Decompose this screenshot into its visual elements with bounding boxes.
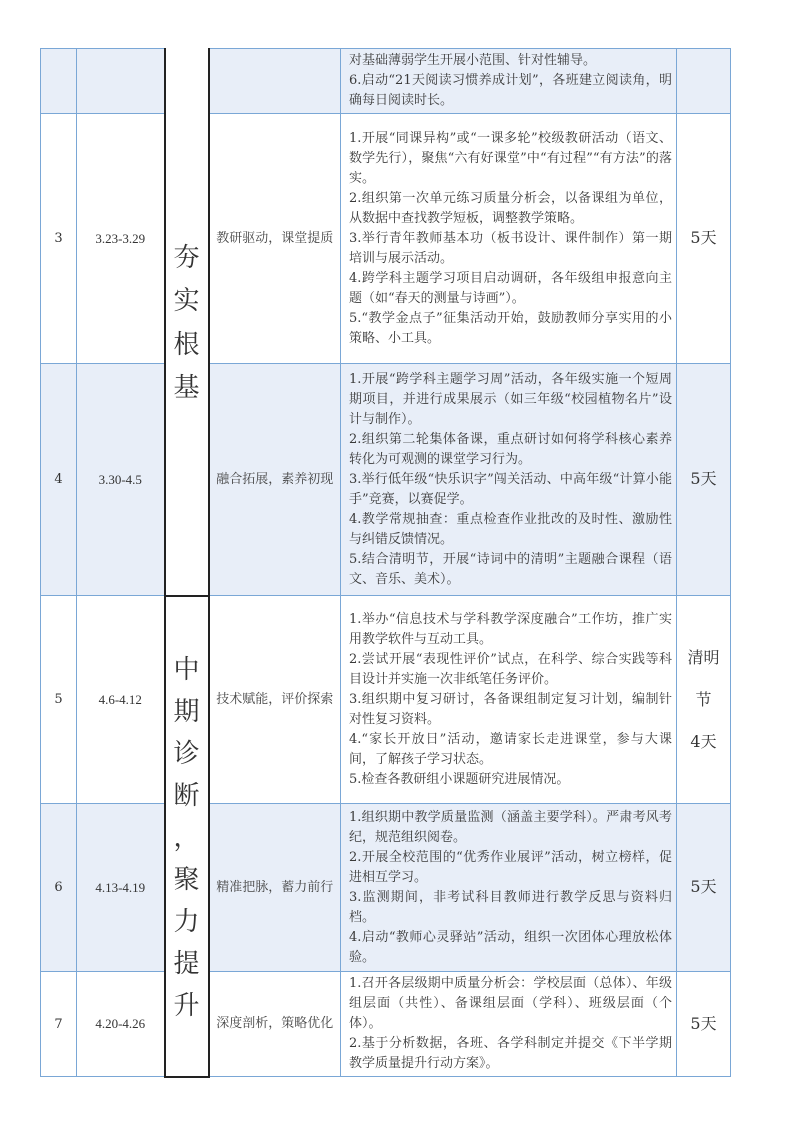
theme-cell: 技术赋能，评价探索: [209, 596, 341, 804]
phase-char: 实: [173, 286, 200, 317]
date-cell: 4.20-4.26: [77, 972, 165, 1077]
content-item: 2.基于分析数据，各班、各学科制定并提交《下半学期教学质量提升行动方案》。: [349, 1036, 672, 1071]
content-item: 2.组织第二轮集体备课，重点研讨如何将学科核心素养转化为可观测的课堂学习行为。: [349, 431, 672, 467]
content-item: 2.组织第一次单元练习质量分析会，以备课组为单位，从数据中查找教学短板，调整教学策略。: [349, 190, 672, 226]
phase-char: 提: [173, 949, 200, 980]
phase-char: ，: [173, 822, 200, 853]
phase-char: 升: [173, 991, 200, 1022]
phase-char: 诊: [173, 738, 200, 769]
content-item: 3.监测期间，非考试科目教师进行教学反思与资料归档。: [349, 889, 672, 925]
days-cell: [677, 49, 731, 114]
table-row: [41, 972, 731, 1077]
week-cell: [41, 49, 77, 114]
content-item: 3.举行低年级“快乐识字”闯关活动、中高年级“计算小能手”竞赛，以赛促学。: [349, 471, 672, 507]
content-item: 4.教学常规抽查：重点检查作业批改的及时性、激励性与纠错反馈情况。: [349, 511, 672, 547]
content-item: 6.启动“21天阅读习惯养成计划”，各班建立阅读角，明确每日阅读时长。: [349, 73, 672, 108]
days-value: 4天: [690, 731, 717, 751]
phase-char: 夯: [173, 243, 200, 274]
phase-char: 聚: [173, 865, 200, 896]
phase-char: 中: [173, 654, 200, 685]
content-item: 4.“家长开放日”活动，邀请家长走进课堂，参与大课间，了解孩子学习状态。: [349, 731, 672, 767]
content-cell: [341, 49, 677, 114]
date-cell: 4.13-4.19: [77, 804, 165, 972]
content-item: 4.启动“教师心灵驿站”活动，组织一次团体心理放松体验。: [349, 929, 672, 965]
date-cell: [77, 49, 165, 114]
week-cell: 3: [41, 114, 77, 364]
days-value: 5天: [690, 469, 717, 489]
table-row: [41, 804, 731, 972]
phase-char: 基: [173, 372, 200, 403]
days-value: 5天: [690, 1013, 717, 1033]
days-value: 5天: [690, 877, 717, 897]
table-row: [41, 49, 731, 114]
content-item: 5.“教学金点子”征集活动开始，鼓励教师分享实用的小策略、小工具。: [349, 310, 672, 346]
content-cell: [341, 972, 677, 1077]
content-item: 1.开展“跨学科主题学习周”活动，各年级实施一个短周期项目，并进行成果展示（如三年级“校园植物名片”设计与制作）。: [349, 371, 672, 427]
days-cell: [677, 972, 731, 1077]
phase-char: 断: [173, 780, 200, 811]
days-cell: [677, 596, 731, 804]
content-cell: [341, 596, 677, 804]
content-item: 1.召开各层级期中质量分析会：学校层面（总体）、年级组层面（共性）、备课组层面（学科）、班级层面（个体）。: [349, 976, 672, 1031]
theme-cell: 精准把脉，蓄力前行: [209, 804, 341, 972]
content-cell: [341, 804, 677, 972]
days-cell: [677, 114, 731, 364]
theme-cell: 融合拓展，素养初现: [209, 364, 341, 596]
theme-cell: 深度剖析，策略优化: [209, 972, 341, 1077]
table-row: [41, 364, 731, 596]
theme-cell: [209, 49, 341, 114]
phase-char: 力: [173, 907, 200, 938]
theme-cell: 教研驱动，课堂提质: [209, 114, 341, 364]
content-item: 2.尝试开展“表现性评价”试点，在科学、综合实践等科目设计并实施一次非纸笔任务评价。: [349, 651, 672, 687]
content-item: 5.检查各教研组小课题研究进展情况。: [349, 771, 570, 787]
week-cell: 4: [41, 364, 77, 596]
days-value: 清明: [687, 647, 720, 667]
content-cell: [341, 364, 677, 596]
days-value: 5天: [690, 228, 717, 248]
content-item: 1.组织期中教学质量监测（涵盖主要学科）。严肃考风考纪，规范组织阅卷。: [349, 809, 672, 845]
phase-char: 根: [173, 329, 200, 360]
content-item: 2.开展全校范围的“优秀作业展评”活动，树立榜样，促进相互学习。: [349, 849, 672, 885]
week-cell: 6: [41, 804, 77, 972]
content-item: 对基础薄弱学生开展小范围、针对性辅导。: [349, 53, 597, 68]
date-cell: 4.6-4.12: [77, 596, 165, 804]
phase-cell-foundation: [165, 49, 209, 596]
content-item: 3.举行青年教师基本功（板书设计、课件制作）第一期培训与展示活动。: [349, 230, 672, 266]
date-cell: 3.23-3.29: [77, 114, 165, 364]
date-cell: 3.30-4.5: [77, 364, 165, 596]
days-cell: [677, 804, 731, 972]
days-cell: [677, 364, 731, 596]
schedule-table: [40, 48, 731, 1078]
content-item: 3.组织期中复习研讨，各备课组制定复习计划，编制针对性复习资料。: [349, 691, 672, 727]
days-value: 节: [695, 689, 712, 709]
content-item: 1.开展“同课异构”或“一课多轮”校级教研活动（语文、数学先行），聚焦“六有好课堂”中“有过程”“有方法”的落实。: [349, 130, 672, 186]
week-cell: 5: [41, 596, 77, 804]
phase-char: 期: [173, 696, 200, 727]
table-row: [41, 114, 731, 364]
content-item: 5.结合清明节，开展“诗词中的清明”主题融合课程（语文、音乐、美术）。: [349, 551, 672, 587]
content-cell: [341, 114, 677, 364]
week-cell: 7: [41, 972, 77, 1077]
content-item: 4.跨学科主题学习项目启动调研，各年级组申报意向主题（如“春天的测量与诗画”）。: [349, 270, 672, 306]
content-item: 1.举办“信息技术与学科教学深度融合”工作坊，推广实用教学软件与互动工具。: [349, 611, 672, 647]
phase-cell-diagnosis: [165, 596, 209, 1077]
table-row: [41, 596, 731, 804]
